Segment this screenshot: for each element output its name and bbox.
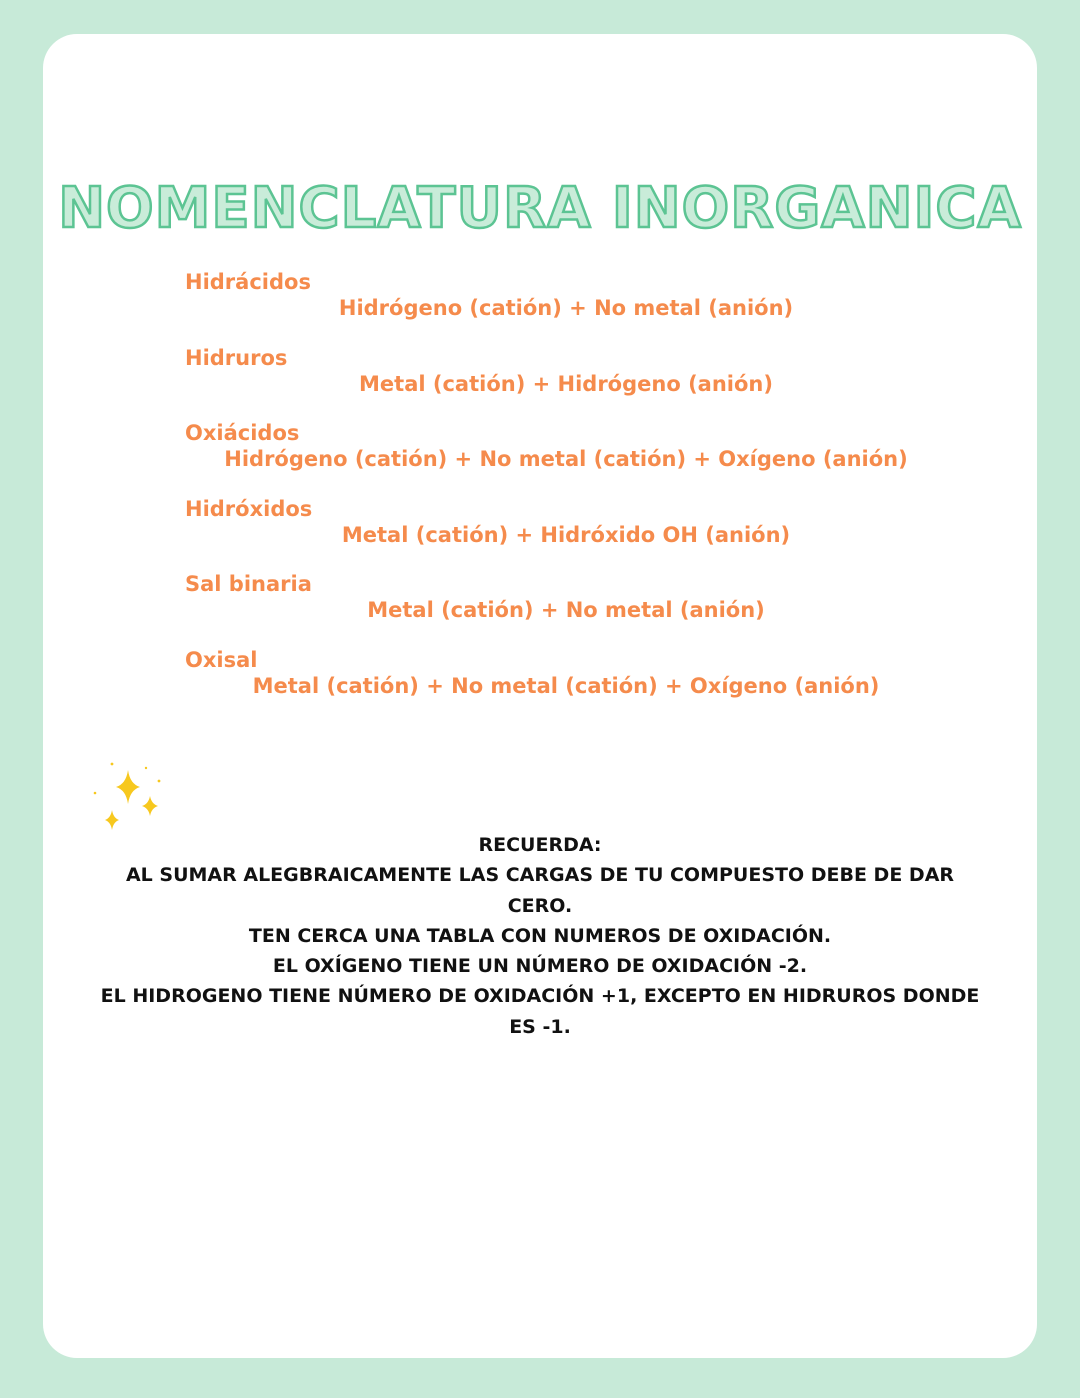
section-formula-hidroxidos: Metal (catión) + Hidróxido OH (anión): [341, 523, 791, 547]
section-formula-hidracidos: Hidrógeno (catión) + No metal (anión): [338, 296, 794, 320]
section-formula-oxiacidos: Hidrógeno (catión) + No metal (catión) + Oxígeno (anión): [224, 447, 908, 471]
reminder-line: EL OXÍGENO TIENE UN NÚMERO DE OXIDACIÓN -2.: [272, 955, 808, 978]
page-title: NOMENCLATURA INORGANICA: [58, 176, 1022, 241]
section-formula-hidruros: Metal (catión) + Hidrógeno (anión): [359, 372, 773, 396]
reminder-block: [0, 830, 1080, 1042]
section-label-oxisal: Oxisal: [185, 648, 258, 672]
reminder-heading: RECUERDA:: [478, 834, 602, 856]
reminder-line: EL HIDROGENO TIENE NÚMERO DE OXIDACIÓN +1, EXCEPTO EN HIDRUROS DONDE: [100, 985, 980, 1008]
reminder-line: ES -1.: [509, 1015, 571, 1038]
section-label-hidroxidos: Hidróxidos: [185, 497, 313, 521]
section-label-hidruros: Hidruros: [185, 346, 288, 370]
section-label-hidracidos: Hidrácidos: [185, 270, 311, 294]
section-label-oxiacidos: Oxiácidos: [185, 421, 300, 445]
sparkles-icon: [88, 758, 168, 838]
section-formula-oxisal: Metal (catión) + No metal (catión) + Oxígeno (anión): [252, 674, 880, 698]
reminder-line: AL SUMAR ALEGBRAICAMENTE LAS CARGAS DE TU COMPUESTO DEBE DE DAR: [125, 864, 955, 887]
reminder-line: TEN CERCA UNA TABLA CON NUMEROS DE OXIDACIÓN.: [248, 924, 832, 947]
section-label-sal-binaria: Sal binaria: [185, 572, 312, 596]
reminder-line: CERO.: [507, 894, 573, 917]
section-formula-sal-binaria: Metal (catión) + No metal (anión): [367, 598, 765, 622]
